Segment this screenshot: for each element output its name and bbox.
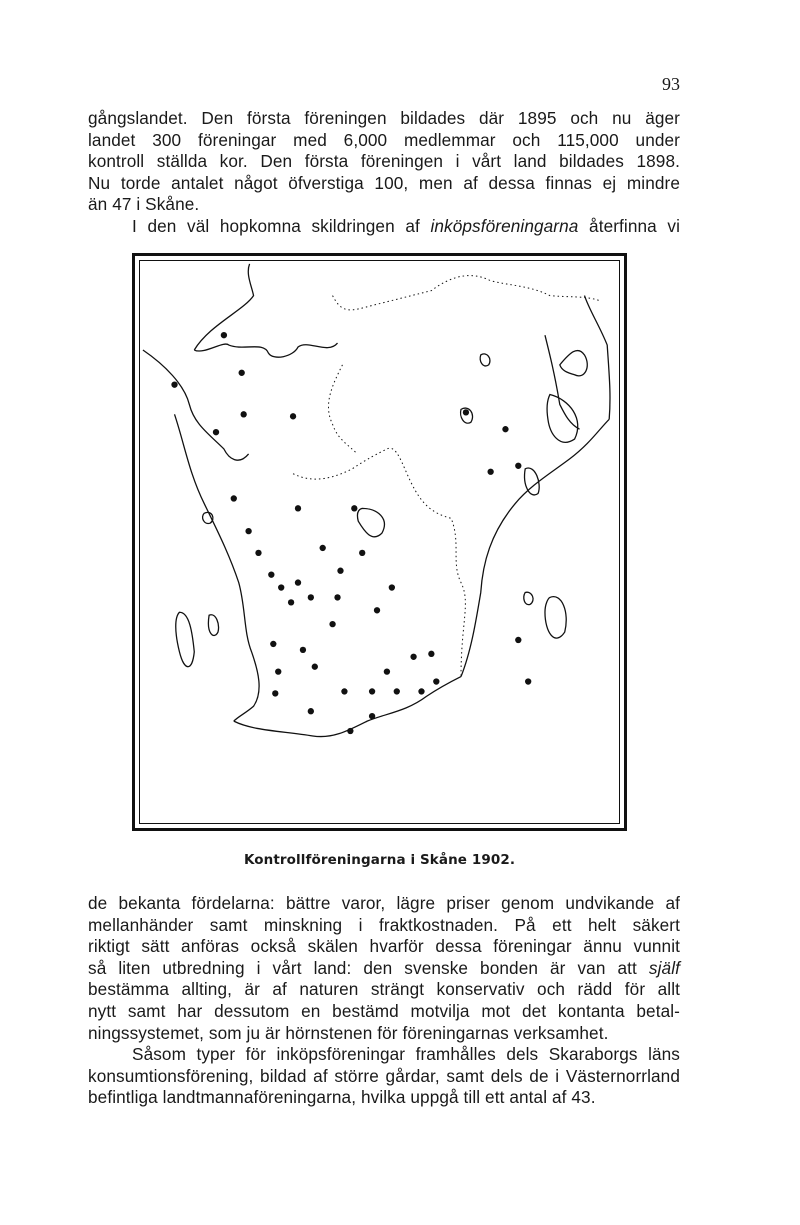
map-dot bbox=[290, 413, 296, 419]
map-dot bbox=[389, 584, 395, 590]
map-dot bbox=[428, 651, 434, 657]
text-line: mellanhänder samt minskning i fraktkostnaden. På ett helt säkert bbox=[88, 914, 680, 935]
paragraph-top bbox=[88, 108, 680, 238]
map-dot bbox=[295, 579, 301, 585]
map-lake-small-2 bbox=[480, 354, 490, 366]
map-dot bbox=[239, 370, 245, 376]
map-dot bbox=[369, 713, 375, 719]
text-line: än 47 i Skåne. bbox=[88, 194, 200, 215]
text-line: befintliga landtmannaföreningarna, hvilka uppgå till ett antal af 43. bbox=[88, 1087, 596, 1108]
map-dot bbox=[308, 594, 314, 600]
map-dot bbox=[351, 505, 357, 511]
map-lake-ringsjon bbox=[357, 508, 384, 536]
map-dot bbox=[272, 690, 278, 696]
line-emphasis: själf bbox=[648, 957, 680, 978]
map-dot bbox=[295, 505, 301, 511]
map-coastline-northwest bbox=[143, 350, 249, 460]
map-dot bbox=[502, 426, 508, 432]
map-dot bbox=[515, 463, 521, 469]
text-line-intro bbox=[88, 216, 680, 238]
map-dot bbox=[384, 668, 390, 674]
map-dot bbox=[341, 688, 347, 694]
skane-map bbox=[135, 256, 624, 828]
map-dot bbox=[300, 647, 306, 653]
map-coastline-west bbox=[194, 264, 337, 357]
text-line: bestämma allting, är af naturen strängt konservativ och rädd för allt bbox=[88, 979, 680, 1000]
intro-emphasis: inköpsföreningarna bbox=[430, 215, 579, 236]
map-figure bbox=[132, 253, 627, 831]
text-line-emphasis bbox=[88, 958, 680, 980]
map-dot bbox=[374, 607, 380, 613]
map-dot bbox=[231, 495, 237, 501]
text-line: de bekanta fördelarna: bättre varor, lägre priser genom undvikande af bbox=[88, 893, 680, 913]
map-dot bbox=[337, 568, 343, 574]
map-dot bbox=[369, 688, 375, 694]
map-dot bbox=[241, 411, 247, 417]
map-dot bbox=[278, 584, 284, 590]
map-dot bbox=[463, 409, 469, 415]
map-coastline-east bbox=[461, 419, 609, 676]
map-dot bbox=[410, 654, 416, 660]
map-province-border-north bbox=[333, 276, 600, 310]
map-dot bbox=[334, 594, 340, 600]
map-island-small bbox=[208, 615, 218, 636]
map-district-border bbox=[293, 448, 465, 676]
map-lake-small-3 bbox=[524, 592, 533, 604]
map-dot bbox=[270, 641, 276, 647]
map-dot bbox=[515, 637, 521, 643]
map-dot bbox=[171, 381, 177, 387]
map-dot bbox=[308, 708, 314, 714]
map-dot bbox=[221, 332, 227, 338]
map-dot bbox=[288, 599, 294, 605]
map-dot bbox=[487, 469, 493, 475]
line-text: så liten utbredning i vårt land: den svenske bonden är van att bbox=[88, 957, 649, 978]
map-lake-northeast bbox=[547, 395, 578, 443]
map-dot bbox=[275, 668, 281, 674]
text-line: kontroll ställda kor. Den första föreningen i vårt land bildades 1898. bbox=[88, 151, 680, 172]
text-line: riktigt sätt anföras också skälen hvarför dessa föreningar ännu vunnit bbox=[88, 936, 680, 957]
map-dot bbox=[255, 550, 261, 556]
map-lake-ivosjon bbox=[545, 597, 566, 638]
map-lake-east-cluster bbox=[560, 350, 587, 375]
map-dot bbox=[213, 429, 219, 435]
intro-text-end: återfinna vi bbox=[578, 215, 681, 236]
map-dot bbox=[347, 728, 353, 734]
map-coastline-sound bbox=[175, 414, 260, 721]
text-line: nytt samt har dessutom en bestämd motvilja mot det kontanta betal- bbox=[88, 1000, 680, 1021]
text-line: ningssystemet, som ju är hörnstenen för föreningarnas verksamhet. bbox=[88, 1022, 609, 1043]
text-line: landet 300 föreningar med 6,000 medlemmar och 115,000 under bbox=[88, 129, 680, 150]
map-dot bbox=[329, 621, 335, 627]
text-line: konsumtionsförening, bildad af större gårdar, samt dels de i Västernorrland bbox=[88, 1065, 680, 1086]
paragraph-bottom bbox=[88, 893, 680, 1109]
map-dot bbox=[245, 528, 251, 534]
text-line: Såsom typer för inköpsföreningar framhålles dels Skaraborgs läns bbox=[132, 1044, 680, 1065]
map-dot bbox=[525, 678, 531, 684]
map-district-border-2 bbox=[328, 365, 357, 454]
map-coastline-south bbox=[234, 677, 461, 737]
map-dot bbox=[418, 688, 424, 694]
map-dot bbox=[359, 550, 365, 556]
figure-caption: Kontrollföreningarna i Skåne 1902. bbox=[243, 852, 516, 868]
text-line: Nu torde antalet något öfverstiga 100, men af dessa finnas ej mindre bbox=[88, 172, 680, 193]
map-island-ven bbox=[176, 612, 195, 666]
text-line: gångslandet. Den första föreningen bildades där 1895 och nu äger bbox=[88, 108, 680, 128]
map-dot bbox=[320, 545, 326, 551]
map-coastline-northeast bbox=[545, 296, 610, 430]
page-number: 93 bbox=[662, 74, 680, 94]
intro-text: I den väl hopkomna skildringen af bbox=[132, 215, 431, 236]
map-dot bbox=[433, 678, 439, 684]
map-dot bbox=[312, 664, 318, 670]
map-dot bbox=[394, 688, 400, 694]
map-dot bbox=[268, 571, 274, 577]
